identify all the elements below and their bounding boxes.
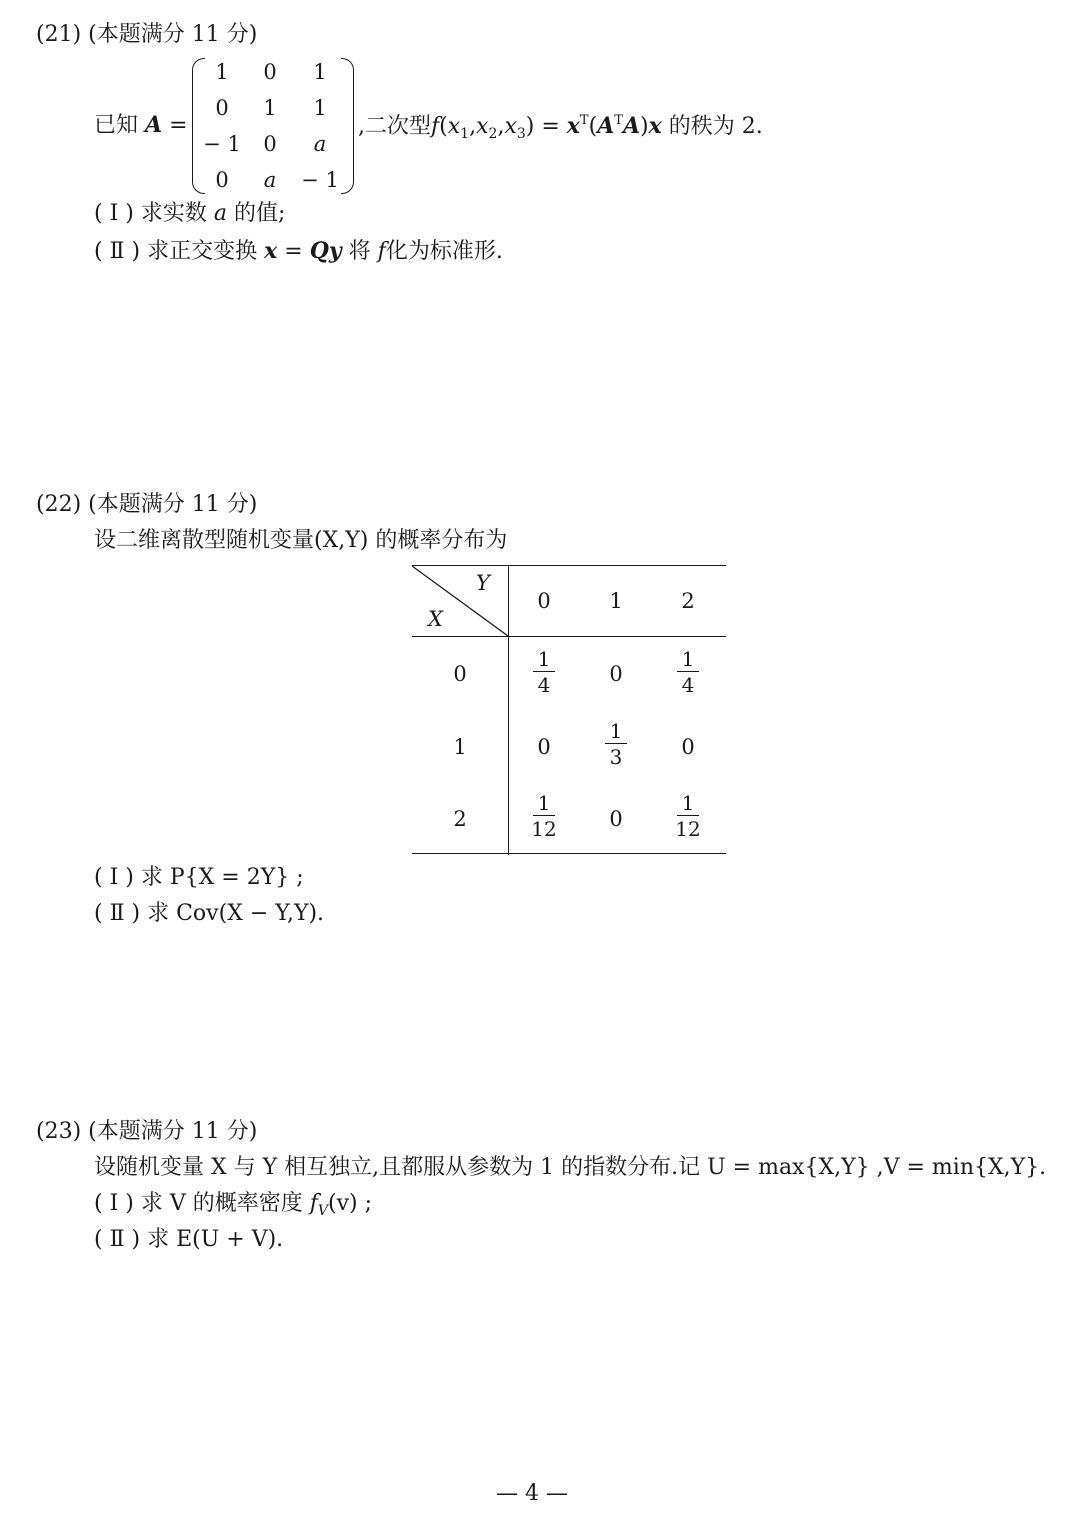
matrix-cell: 0 [263, 132, 277, 156]
q22-intro: 设二维离散型随机变量(X,Y) 的概率分布为 [94, 528, 508, 553]
q23-part1: ( Ⅰ ) 求 V 的概率密度 $f_V(v)$ ; [94, 1191, 372, 1219]
q21-equals: = [169, 113, 188, 138]
matrix-cell: − 1 [301, 168, 339, 192]
table-corner-y: Y [476, 571, 490, 595]
table-fraction: 1 4 [663, 647, 713, 698]
page-number: — 4 — [496, 1481, 568, 1506]
table-fraction: 1 3 [591, 719, 641, 770]
q21-part1: ( Ⅰ ) 求实数 a 的值; [94, 201, 286, 226]
matrix-cell: − 1 [203, 132, 241, 156]
table-diagonal-line [412, 565, 510, 638]
q21-intro [94, 114, 188, 137]
col-header: 0 [537, 589, 551, 613]
q21-part2: ( Ⅱ ) 求正交变换 x = Qy 将 f化为标准形. [94, 238, 503, 264]
q21-intro-text: 已知 [94, 113, 139, 138]
q22-part1: ( Ⅰ ) 求 P{X = 2Y} ; [94, 865, 304, 890]
row-header: 2 [453, 807, 467, 831]
matrix-cell: a [263, 168, 277, 192]
col-header: 1 [609, 589, 623, 613]
row-header: 0 [453, 662, 467, 686]
col-header: 2 [681, 589, 695, 613]
q22-part2: ( Ⅱ ) 求 Cov(X − Y,Y). [94, 901, 325, 926]
table-fraction: 1 12 [531, 791, 557, 841]
matrix-cell: 0 [215, 96, 229, 120]
matrix-cell: 0 [263, 60, 277, 84]
table-cell: 0 [681, 735, 695, 759]
q23-header: (23) (本题满分 11 分) [36, 1119, 258, 1144]
q21-quadratic-form: ,二次型$f(x_1,x_2,x_3) = x^T(A^TA)x$ 的秩为 2. [358, 113, 763, 142]
matrix-right-bracket [341, 58, 354, 194]
table-fraction: 1 4 [519, 647, 569, 698]
table-cell: 0 [537, 735, 551, 759]
matrix-cell: a [313, 132, 327, 156]
matrix-cell: 1 [263, 96, 277, 120]
table-cell: 0 [609, 662, 623, 686]
table-fraction: 1 12 [675, 791, 701, 841]
q23-intro: 设随机变量 X 与 Y 相互独立,且都服从参数为 1 的指数分布.记 U = max{X,Y} ,V = min{X,Y}. [94, 1155, 1047, 1180]
q23-part2: ( Ⅱ ) 求 E(U + V). [94, 1227, 284, 1252]
q21-matrix-name: A [145, 112, 163, 138]
table-cell: 0 [609, 807, 623, 831]
q22-header: (22) (本题满分 11 分) [36, 492, 258, 517]
matrix-cell: 0 [215, 168, 229, 192]
matrix-cell: 1 [215, 60, 229, 84]
matrix-cell: 1 [313, 96, 327, 120]
q22-probability-table [412, 565, 726, 855]
row-header: 1 [453, 735, 467, 759]
q21-matrix [192, 58, 354, 192]
matrix-cell: 1 [313, 60, 327, 84]
table-corner-x: X [428, 607, 443, 631]
table-bottom-rule [412, 853, 726, 854]
q21-header: (21) (本题满分 11 分) [36, 22, 258, 47]
